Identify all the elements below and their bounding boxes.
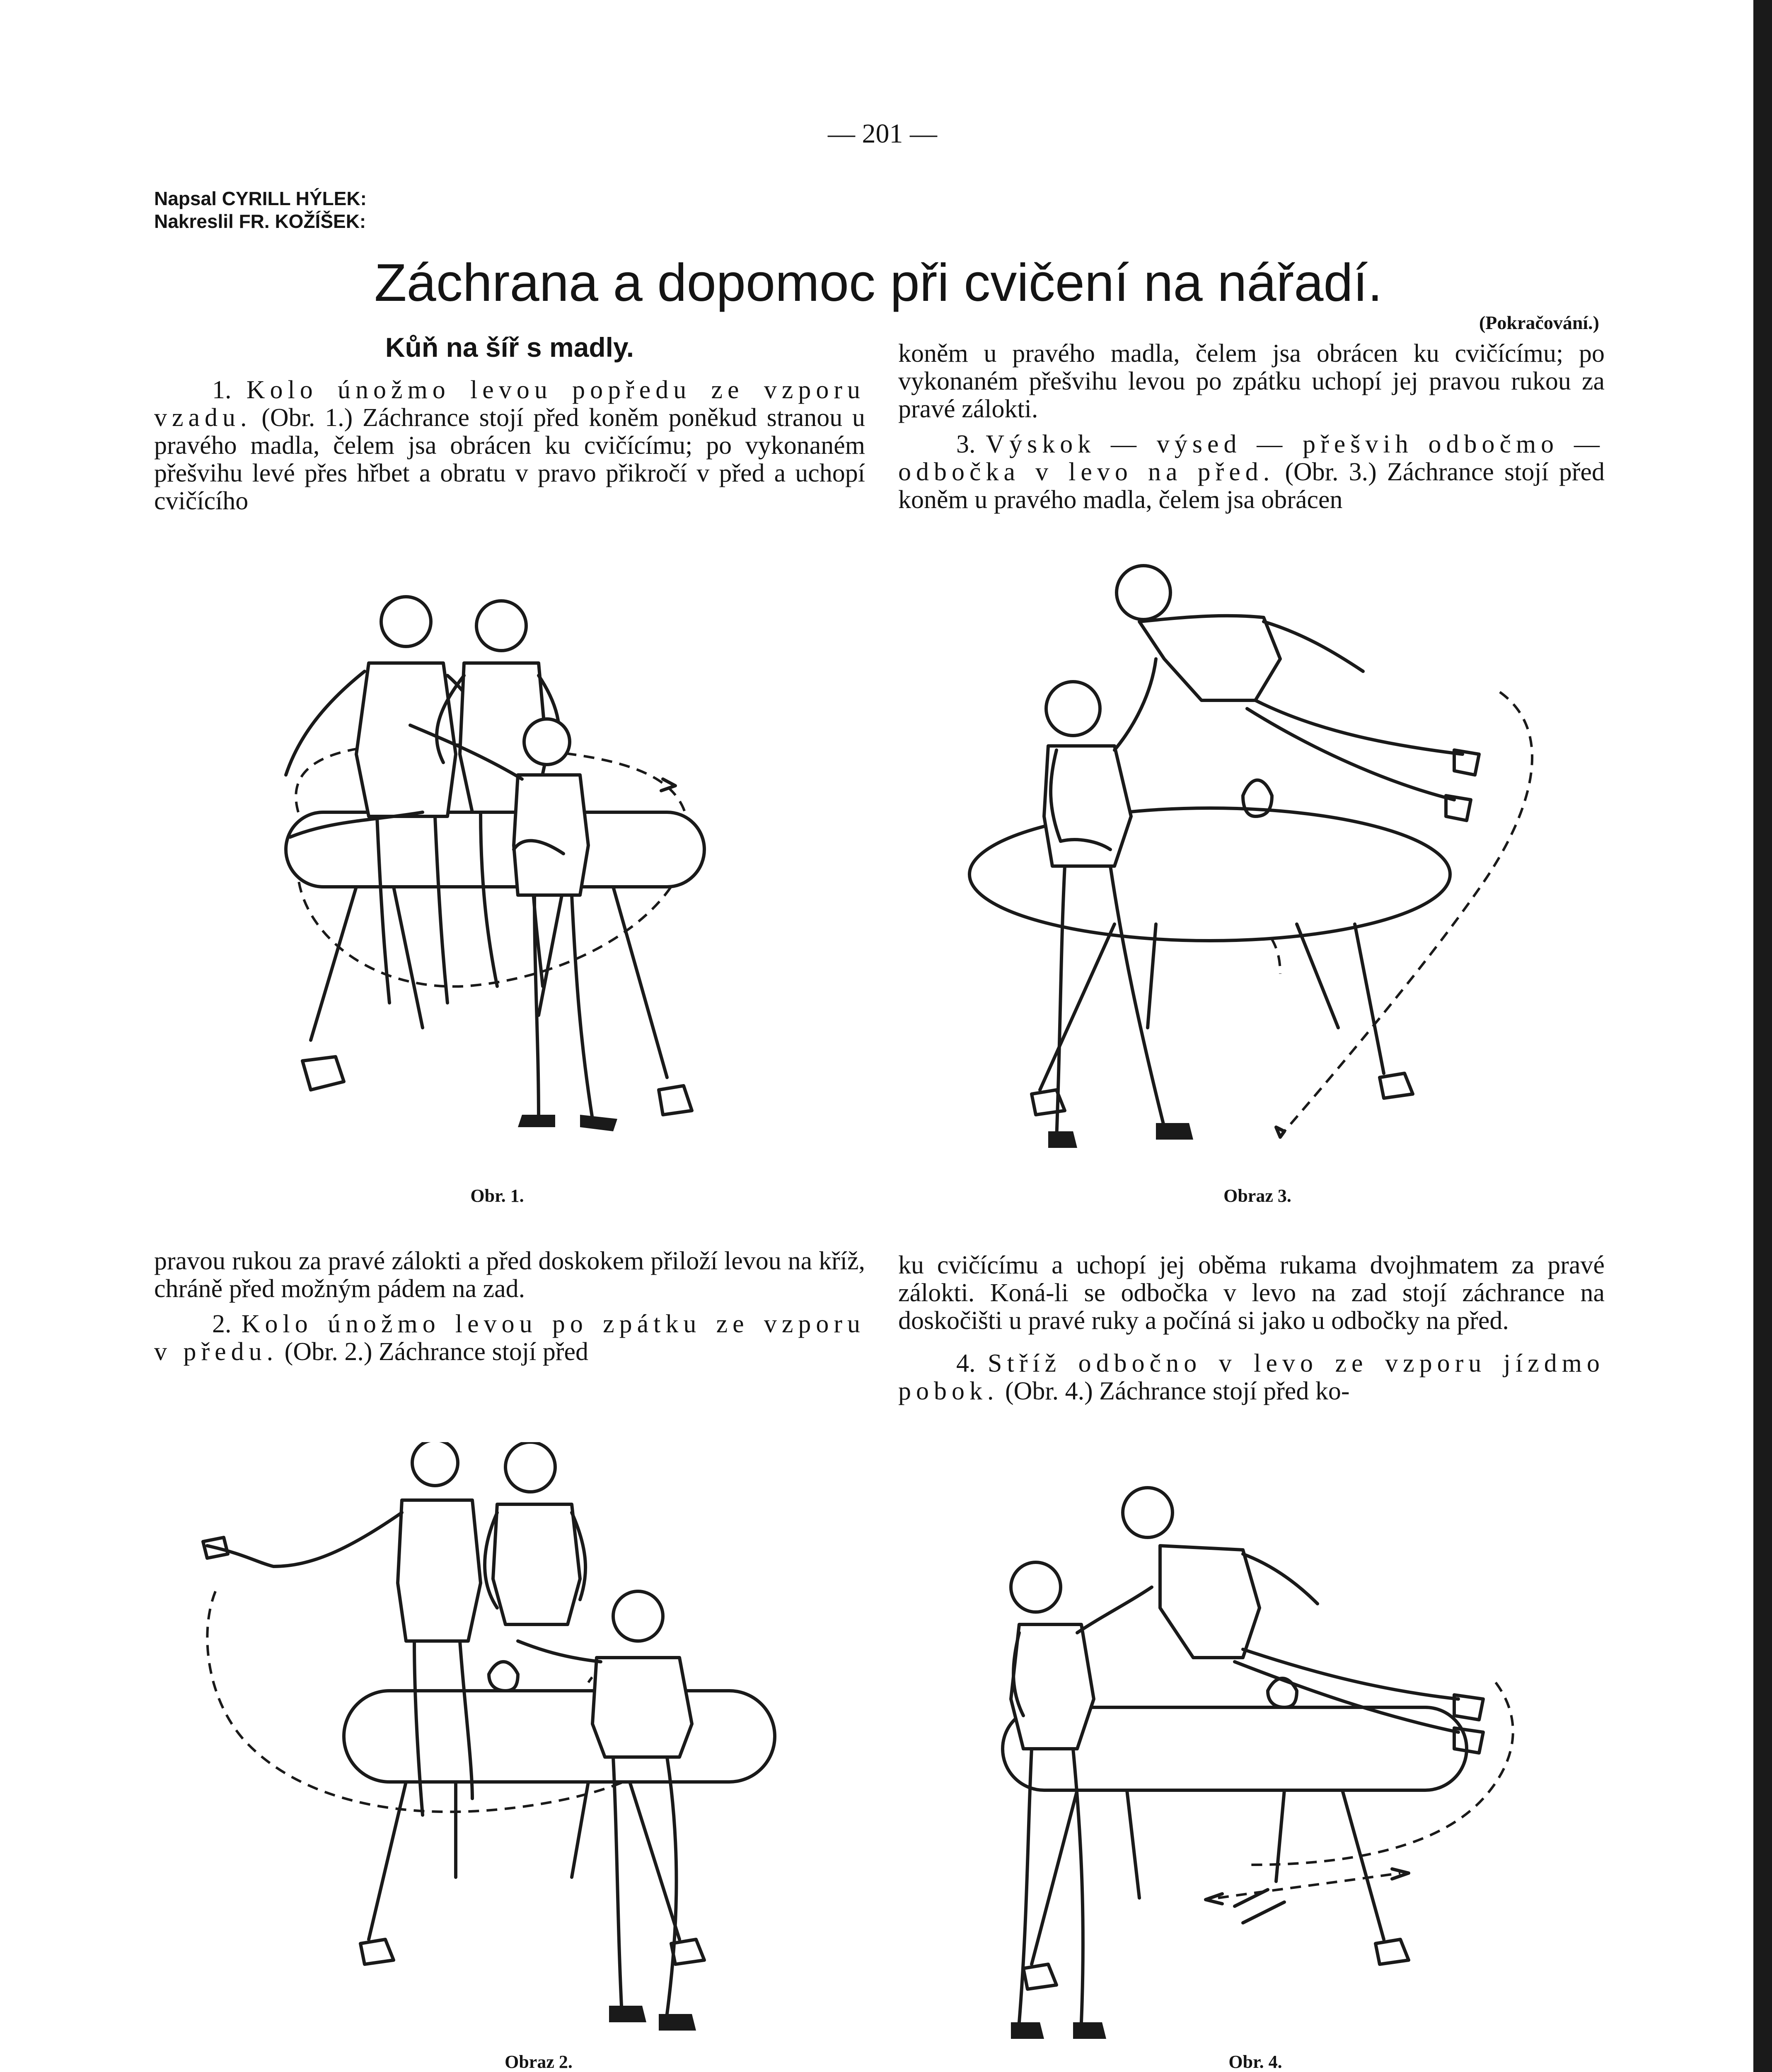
section-1-text: (Obr. 1.) Záchrance stojí před koněm poněkud stranou u pravého madla, čelem jsa obrácen ku cvičícímu; po vykonaném přešvihu levé přes hřbet a obratu v pravo přikročí v před a uchopí cvičícího <box>154 404 865 515</box>
section-1-paragraph <box>154 376 865 515</box>
section-subheading: Kůň na šíř s madly. <box>385 332 634 363</box>
left-continuation-text: pravou rukou za pravé zálokti a před doskokem přiloží levou na kříž, chráně před možným pádem na zad. <box>154 1247 865 1303</box>
right-top-paragraph <box>898 340 1605 514</box>
section-2-exercise: Kolo únožmo levou po zpátku ze vzporu v předu. <box>154 1310 865 1366</box>
section-3-paragraph <box>898 431 1605 514</box>
page-edge-bar <box>1753 0 1772 2072</box>
author-credit: Napsal CYRILL HÝLEK: <box>154 188 367 209</box>
section-3-number: 3. <box>956 430 976 458</box>
section-2-number: 2. <box>212 1310 232 1338</box>
section-4-exercise: Stříž odbočno v levo ze vzporu jízdmo pobok. <box>898 1349 1605 1405</box>
figure-1-illustration <box>249 580 787 1160</box>
right-continuation-text: ku cvičícímu a uchopí jej oběma rukama dvojhmatem za pravé zálokti. Koná-li se odbočka v levo na zad stojí záchrance na doskočišti u pravé ruky a počíná si jako u odbočky na před. <box>898 1251 1605 1335</box>
page-number: — 201 — <box>828 119 937 149</box>
left-column-top <box>154 332 865 515</box>
credits <box>154 187 367 233</box>
figure-2-illustration <box>191 1442 812 2064</box>
figure-3-caption: Obraz 3. <box>1223 1186 1291 1206</box>
section-1-number: 1. <box>212 376 232 404</box>
right-column-top <box>898 340 1605 514</box>
figure-3-illustration <box>965 551 1566 1173</box>
left-column-middle <box>154 1247 865 1366</box>
page-title: Záchrana a dopomoc při cvičení na nářadí. <box>374 253 1383 312</box>
section-4-number: 4. <box>956 1349 976 1377</box>
section-1-exercise: Kolo únožmo levou popředu ze vzporu vzadu. <box>154 376 865 432</box>
section-3-exercise: Výskok — výsed — přešvih odbočmo — odbočka v levo na před. <box>898 430 1605 486</box>
right-middle-paragraph <box>898 1251 1605 1405</box>
figure-4-illustration <box>986 1484 1566 2072</box>
figure-4-caption: Obr. 4. <box>1228 2052 1282 2072</box>
section-2-paragraph <box>154 1310 865 1366</box>
left-middle-paragraph <box>154 1247 865 1366</box>
figure-2-caption: Obraz 2. <box>505 2052 573 2072</box>
section-4-paragraph <box>898 1350 1605 1405</box>
figure-1-caption: Obr. 1. <box>470 1186 524 1206</box>
continued-note: (Pokračování.) <box>1479 312 1599 333</box>
section-4-text: (Obr. 4.) Záchrance stojí před ko- <box>1005 1377 1350 1405</box>
right-column-middle <box>898 1251 1605 1405</box>
illustrator-credit: Nakreslil FR. KOŽÍŠEK: <box>154 211 366 232</box>
right-top-text: koněm u pravého madla, čelem jsa obrácen ku cvičícímu; po vykonaném přešvihu levou po zpátku uchopí jej pravou rukou za pravé zálokti. <box>898 339 1605 423</box>
section-3-text: (Obr. 3.) Záchrance stojí před koněm u pravého madla, čelem jsa obrácen <box>898 458 1605 514</box>
section-2-text: (Obr. 2.) Záchrance stojí před <box>284 1338 589 1366</box>
